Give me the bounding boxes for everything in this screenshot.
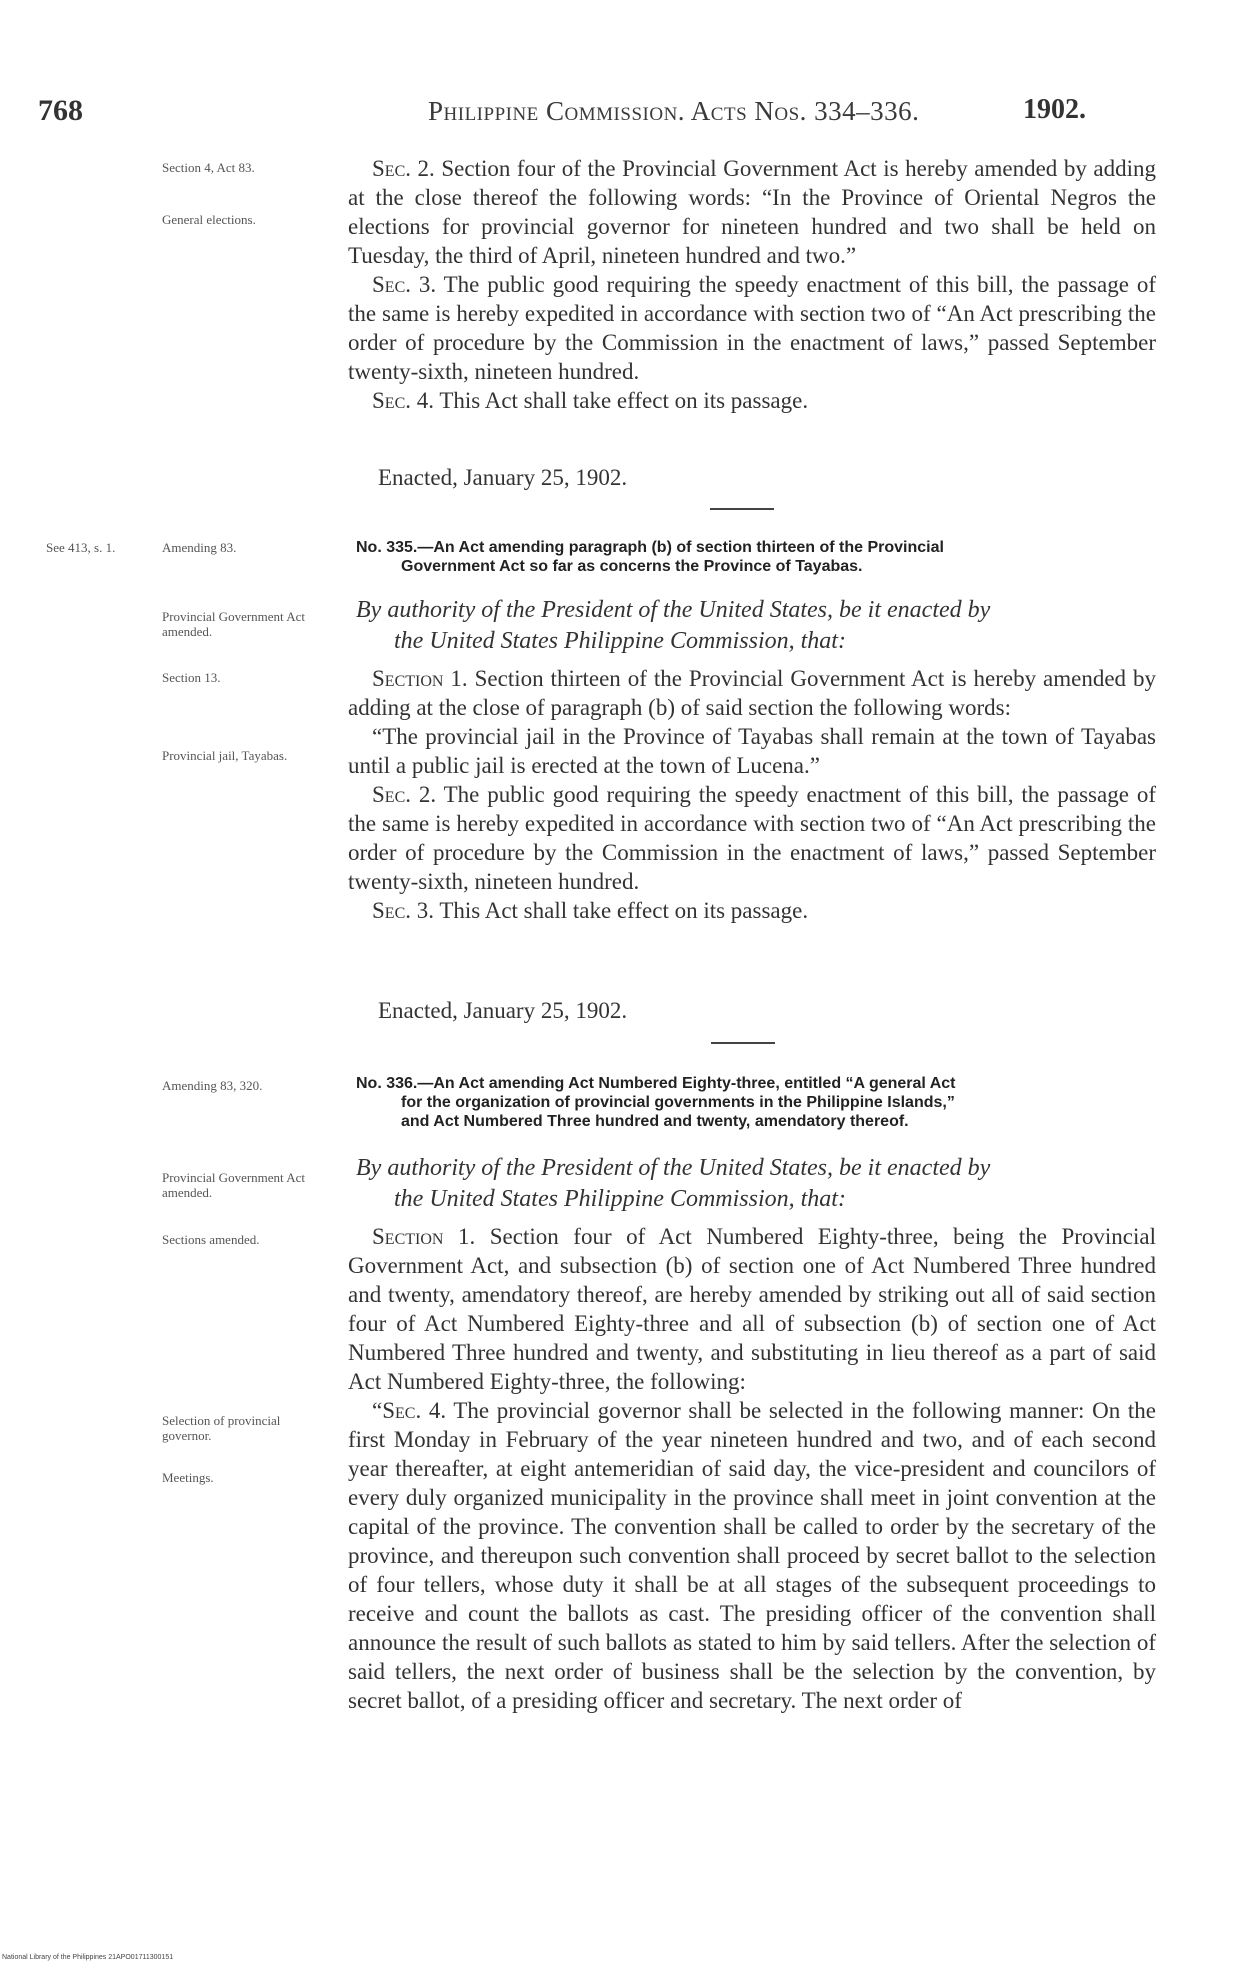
page-number: 768 [38,94,83,127]
page-header [0,94,1257,134]
margin-note: Selection of provincial governor. [162,1413,281,1443]
section-divider [710,508,774,510]
margin-note: Provincial Government Act amended. [162,1170,305,1200]
quoted-provision: “The provincial jail in the Province of Tayabas shall remain at the town of Tayabas until a public jail is erected at the town of Lucena.” [348,724,1156,778]
act-336-body [348,1222,1156,1715]
section-paragraph: Section 1. Section thirteen of the Provincial Government Act is hereby amended by adding at the close of paragraph (b) of said section the following words: [348,666,1156,720]
margin-note: Section 13. [162,670,221,685]
section-paragraph: Sec. 2. The public good requiring the speedy enactment of this bill, the passage of the same is hereby expedited in accordance with section two of “An Act prescribing the order of procedure by the Commission in the enactment of laws,” passed September twenty-sixth, nineteen hundred. [348,782,1156,894]
enacted-date: Enacted, January 25, 1902. [378,465,628,490]
enacting-formula: By authority of the President of the United States, be it enacted by the United States Philippine Commission, that: [356,597,991,654]
margin-note: Amending 83, 320. [162,1078,263,1093]
margin-note: General elections. [162,212,256,227]
enacting-formula: By authority of the President of the United States, be it enacted by the United States Philippine Commission, that: [356,1155,991,1212]
section-paragraph: Sec. 4. This Act shall take effect on its passage. [372,388,809,413]
margin-note: Section 4, Act 83. [162,160,255,175]
section-paragraph: Sec. 3. This Act shall take effect on its passage. [372,898,809,923]
margin-note: Provincial jail, Tayabas. [162,748,288,763]
header-year: 1902. [1023,94,1086,125]
section-paragraph: Sec. 2. Section four of the Provincial Government Act is hereby amended by adding at the close thereof the following words: “In the Province of Oriental Negros the elections for provincial governor for nineteen hundred and two shall be held on Tuesday, the third of April, nineteen hundred and two.” [348,156,1156,268]
scan-footer: National Library of the Philippines 21APO01711300151 [2,1954,174,1961]
margin-note: See 413, s. 1. [46,540,116,555]
margin-note: Amending 83. [162,540,237,555]
act-335-title: No. 335.—An Act amending paragraph (b) of section thirteen of the Provincial Government Act so far as concerns the Province of Tayabas. [356,539,944,575]
act-336-title: No. 336.—An Act amending Act Numbered Eighty-three, entitled “A general Act for the organization of provincial governments in the Philippine Islands,” and Act Numbered Three hundred and twenty, amendatory thereof. [356,1075,956,1130]
section-paragraph: Sec. 3. The public good requiring the speedy enactment of this bill, the passage of the same is hereby expedited in accordance with section two of “An Act prescribing the order of procedure by the Commission in the enactment of laws,” passed September twenty-sixth, nineteen hundred. [348,272,1156,384]
section-paragraph: Section 1. Section four of Act Numbered Eighty-three, being the Provincial Government Act, and subsection (b) of section one of Act Numbered Three hundred and twenty, amendatory thereof, are hereby amended by striking out all of said section four of Act Numbered Eighty-three and all of subsection (b) of section one of Act Numbered Three hundred and twenty, and substituting in lieu thereof as a part of said Act Numbered Eighty-three, the following: [348,1224,1156,1394]
act-334-body [348,154,1156,415]
enacted-date: Enacted, January 25, 1902. [378,998,628,1023]
quoted-provision: “Sec. 4. The provincial governor shall be selected in the following manner: On the first Monday in February of the year nineteen hundred and two, and of each second year thereafter, at eight antemeridian of said day, the vice-president and councilors of every duly organized municipality in the province shall meet in joint convention at the capital of the province. The convention shall be called to order by the secretary of the province, and thereupon such convention shall proceed by secret ballot to the selection of four tellers, whose duty it shall be at all stages of the subsequent proceedings to receive and count the ballots as cast. The presiding officer of the convention shall announce the result of such ballots as stated to him by said tellers. After the selection of said tellers, the next order of business shall be the selection by the convention, by secret ballot, of a presiding officer and secretary. The next order of [348,1398,1156,1713]
running-head: Philippine Commission. Acts Nos. 334–336. [428,96,920,126]
margin-note: Sections amended. [162,1232,260,1247]
margin-note: Meetings. [162,1470,214,1485]
margin-note: Provincial Government Act amended. [162,609,305,639]
section-divider [711,1042,775,1044]
act-335-body [348,664,1156,925]
